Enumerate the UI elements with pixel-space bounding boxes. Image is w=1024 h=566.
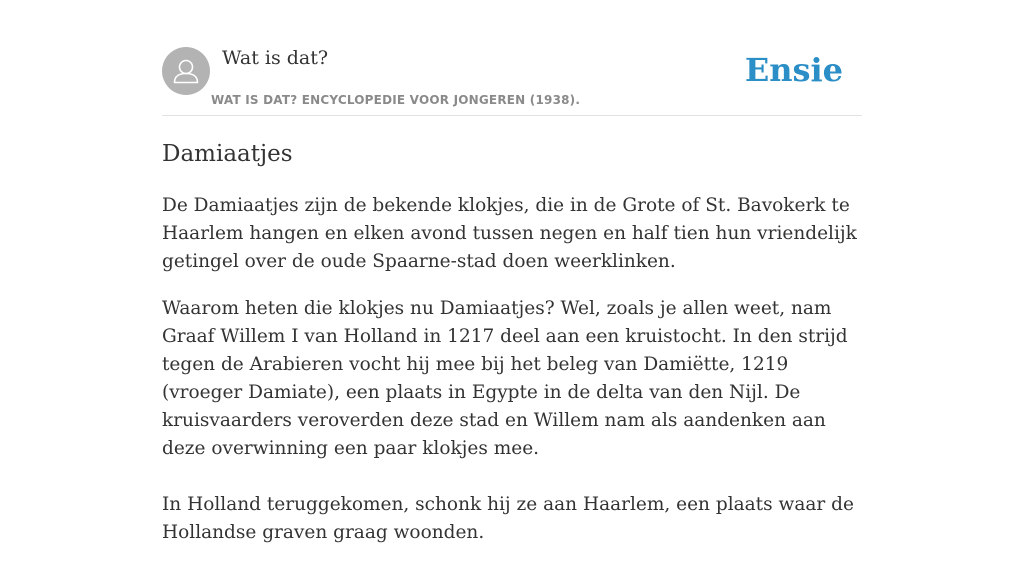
page-header (162, 0, 862, 116)
entry-title: Damiaatjes (162, 141, 293, 167)
entry-paragraph: In Holland teruggekomen, schonk hij ze aan Haarlem, een plaats waar de Hollandse graven graag woonden. (162, 494, 854, 543)
entry-paragraph: De Damiaatjes zijn de bekende klokjes, die in de Grote of St. Bavokerk te Haarlem hangen en elken avond tussen negen en half tien hun vriendelijk getingel over de oude Spaarne-stad doen weerklinken. (162, 195, 857, 272)
ensie-logo-link[interactable]: Ensie (744, 51, 843, 89)
paragraph-spacer (162, 463, 862, 491)
source-avatar[interactable] (162, 47, 210, 95)
user-outline-icon (162, 47, 210, 95)
entry-content (162, 192, 862, 566)
entry-paragraph: Waarom heten die klokjes nu Damiaatjes? Wel, zoals je allen weet, nam Graaf Willem I van Holland in 1217 deel aan een kruistocht. In den strijd tegen de Arabieren vocht hij mee bij het beleg van Damiëtte, 1219 (vroeger Damiate), een plaats in Egypte in de delta van den Nijl. De kruisvaarders veroverden deze stad en Willem nam als aandenken aan deze overwinning een paar klokjes mee. (162, 298, 848, 459)
source-title-link[interactable]: Wat is dat? (222, 47, 329, 69)
source-subtitle: WAT IS DAT? ENCYCLOPEDIE VOOR JONGEREN (1938). (211, 93, 581, 107)
page (162, 0, 862, 543)
